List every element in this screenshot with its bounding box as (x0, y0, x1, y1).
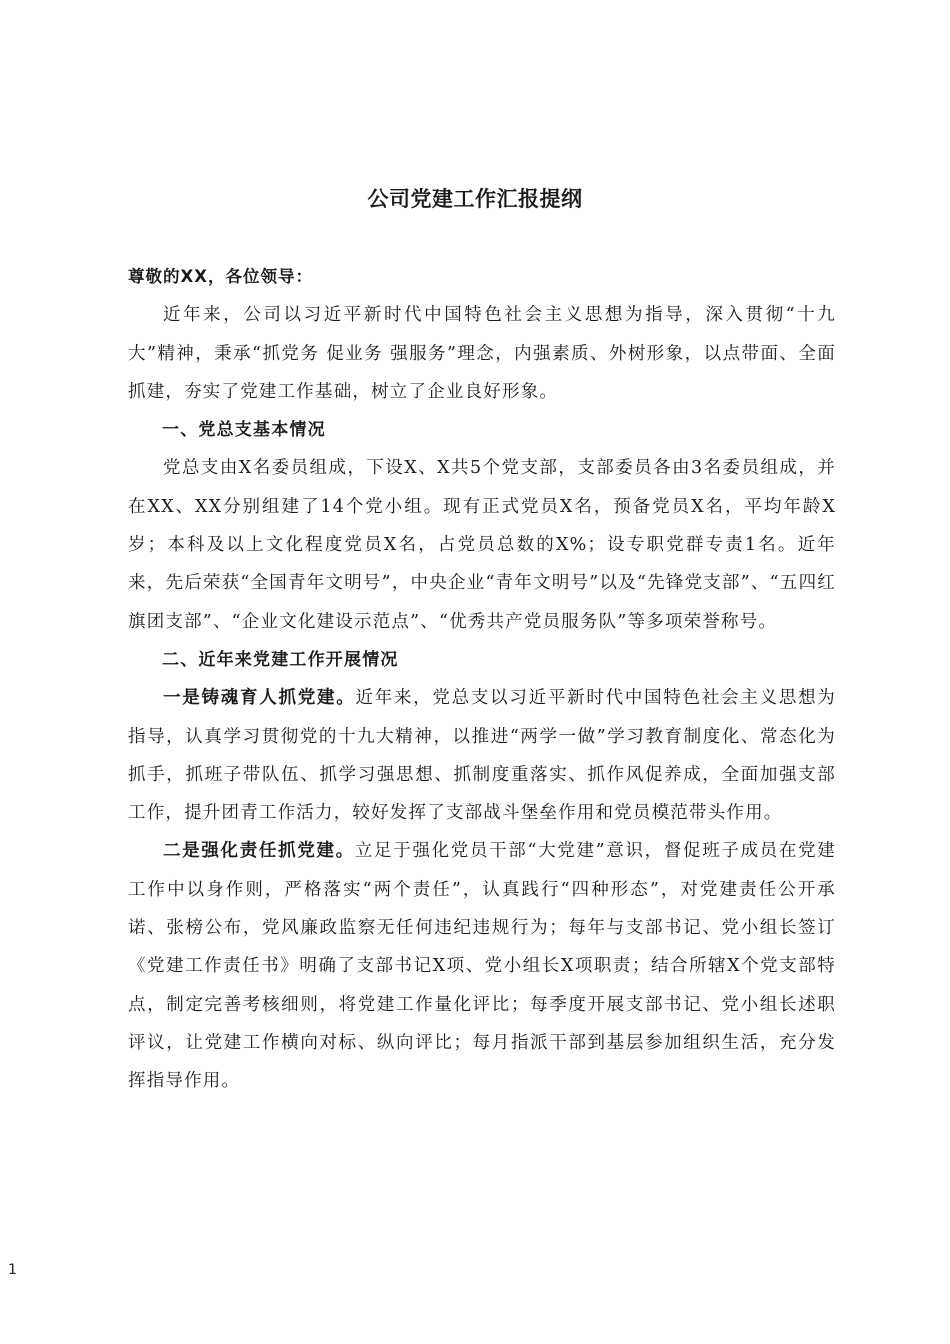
work-item-2-text: 立足于强化党员干部“大党建”意识，督促班子成员在党建工作中以身作则，严格落实“两个责任”，认真践行“四种形态”，对党建责任公开承诺、张榜公布，党风廉政监察无任何违纪违规行为；每年与支部书记、党小组长签订《党建工作责任书》明确了支部书记X项、党小组长X项职责；结合所辖X个党支部特点，制定完善考核细则，将党建工作量化评比；每季度开展支部书记、党小组长述职评议，让党建工作横向对标、纵向评比；每月指派干部到基层参加组织生活，充分发挥指导作用。 (128, 841, 837, 1092)
page-number: 1 (8, 1262, 17, 1278)
work-item-2-lead: 二是强化责任抓党建。 (163, 841, 355, 862)
document-body (128, 258, 836, 1101)
work-item-1-lead: 一是铸魂育人抓党建。 (163, 688, 356, 709)
section-heading-basic-info: 一、党总支基本情况 (162, 420, 326, 441)
document-title: 公司党建工作汇报提纲 (367, 187, 583, 211)
section-heading-work-progress: 二、近年来党建工作开展情况 (162, 649, 399, 670)
intro-paragraph: 近年来，公司以习近平新时代中国特色社会主义思想为指导，深入贯彻“十九大”精神，秉承“抓党务 促业务 强服务”理念，内强素质、外树形象，以点带面、全面抓建，夯实了党建工作基础，树立了企业良好形象。 (128, 305, 836, 402)
section-basic-info-paragraph: 党总支由X名委员组成，下设X、X共5个党支部，支部委员各由3名委员组成，并在XX、XX分别组建了14个党小组。现有正式党员X名，预备党员X名，平均年龄X岁；本科及以上文化程度党员X名，占党员总数的X%；设专职党群专责1名。近年来，先后荣获“全国青年文明号”，中央企业“青年文明号”以及“先锋党支部”、“五四红旗团支部”、“企业文化建设示范点”、“优秀共产党员服务队”等多项荣誉称号。 (128, 458, 836, 632)
work-item-1-paragraph (128, 679, 836, 832)
work-item-2-paragraph (128, 832, 836, 1100)
work-item-1-text: 近年来，党总支以习近平新时代中国特色社会主义思想为指导，认真学习贯彻党的十九大精神，以推进“两学一做”学习教育制度化、常态化为抓手，抓班子带队伍、抓学习强思想、抓制度重落实、抓作风促养成，全面加强支部工作，提升团青工作活力，较好发挥了支部战斗堡垒作用和党员模范带头作用。 (128, 688, 837, 824)
greeting: 尊敬的XX，各位领导： (128, 267, 313, 286)
